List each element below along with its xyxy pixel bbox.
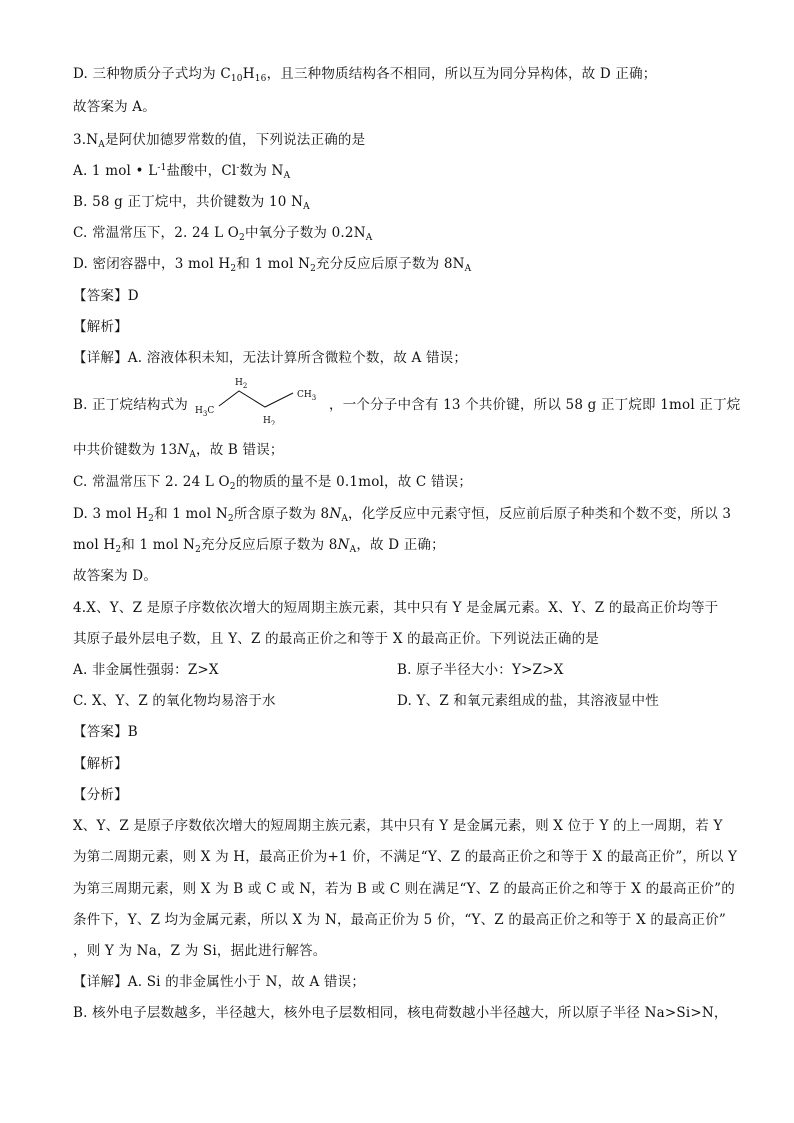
svg-text:H2: $H_2$: [235, 378, 248, 390]
q4-analysis-1: X、Y、Z 是原子序数依次增大的短周期主族元素，其中只有 Y 是金属元素，则 X 位于 Y 的上一周期，若 Y: [73, 818, 723, 834]
question-3-stem: $3.N_A$是阿伏加德罗常数的值，下列说法正确的是: [73, 132, 366, 150]
svg-text:CH3: $CH_3$: [297, 390, 317, 402]
q4-option-b: B. 原子半径大小：Y>Z>X: [397, 662, 564, 678]
q4-analysis-2: 为第二周期元素，则 X 为 H，最高正价为+1 价，不满足“Y、Z 的最高正价之和等于 X 的最高正价”，所以 Y: [73, 849, 738, 865]
q3-explain-b-end: ，一个分子中含有 13 个共价键，所以 58 g 正丁烷即 1mol 正丁烷: [329, 397, 741, 413]
q3-option-d: D. 密闭容器中，3 mol $H_2$和 1 mol $N_2$充分反应后原子数为 $8N_A$: [73, 256, 472, 274]
q4-option-d: D. Y、Z 和氧元素组成的盐，其溶液显中性: [397, 693, 659, 709]
q3-jiexi-heading: 【解析】: [73, 319, 128, 335]
question-4-stem-1: 4.X、Y、Z 是原子序数依次增大的短周期主族元素，其中只有 Y 是金属元素。X、Y、Z 的最高正价均等于: [73, 600, 719, 616]
svg-text:H3C: $H_3C$: [195, 406, 215, 418]
q4-option-a: A. 非金属性强弱：Z>X: [73, 662, 219, 678]
q4-analysis-5: ，则 Y 为 Na，Z 为 Si，据此进行解答。: [73, 943, 327, 959]
q4-explain-a: 【详解】A. Si 的非金属性小于 N，故 A 错误；: [73, 974, 366, 990]
q3-explain-b-cont: 中共价键数为 $13N_A$，故 B 错误；: [73, 442, 284, 460]
q3-explain-a: 【详解】A. 溶液体积未知，无法计算所含微粒个数，故 A 错误；: [73, 350, 468, 366]
q3-explain-d-2: mol $H_2$和 1 mol $N_2$充分反应后原子数为 $8N_A$，故 D 正确；: [73, 537, 445, 555]
q3-explain-d-1: D. 3 mol $H_2$和 1 mol $N_2$所含原子数为 $8N_A$，化学反应中元素守恒，反应前后原子种类和个数不变，所以 3: [73, 506, 732, 524]
q3-explain-b-start: B. 正丁烷结构式为: [73, 397, 189, 413]
q4-explain-b: B. 核外电子层数越多，半径越大，核外电子层数相同，核电荷数越小半径越大，所以原子半径 Na>Si>N，: [73, 1005, 728, 1021]
q4-analysis-4: 条件下，Y、Z 均为金属元素，所以 X 为 N，最高正价为 5 价，“Y、Z 的最高正价之和等于 X 的最高正价”: [73, 912, 727, 928]
svg-text:H2: $H_2$: [263, 416, 276, 425]
question-4-stem-2: 其原子最外层电子数，且 Y、Z 的最高正价之和等于 X 的最高正价。下列说法正确的是: [73, 631, 599, 647]
text-line: 故答案为 A。: [73, 99, 156, 115]
q3-option-a: A. 1 mol • $L^{-1}$盐酸中，Cl-数为 $N_A$: [73, 163, 291, 181]
q3-option-c: C. 常温常压下，2. 24 L $O_2$中氧分子数为 $0.2N_A$: [73, 225, 373, 243]
q3-explain-c: C. 常温常压下 2. 24 L $O_2$的物质的量不是 0.1mol，故 C 错误；: [73, 474, 473, 492]
q4-fenxi-heading: 【分析】: [73, 787, 128, 803]
q3-final-answer: 故答案为 D。: [73, 568, 158, 584]
q4-analysis-3: 为第三周期元素，则 X 为 B 或 C 或 N，若为 B 或 C 则在满足“Y、Z 的最高正价之和等于 X 的最高正价”的: [73, 881, 735, 897]
text-line: D. 三种物质分子式均为 $C_{10}H_{16}$，且三种物质结构各不相同，所以互为同分异构体，故 D 正确；: [73, 66, 657, 84]
q4-jiexi-heading: 【解析】: [73, 756, 128, 772]
q3-answer: 【答案】D: [73, 288, 139, 304]
q3-option-b: B. 58 g 正丁烷中，共价键数为 10 $N_A$: [73, 194, 310, 212]
q4-answer: 【答案】B: [73, 724, 138, 740]
butane-structure-diagram: [193, 375, 323, 425]
q4-option-c: C. X、Y、Z 的氧化物均易溶于水: [73, 693, 276, 709]
